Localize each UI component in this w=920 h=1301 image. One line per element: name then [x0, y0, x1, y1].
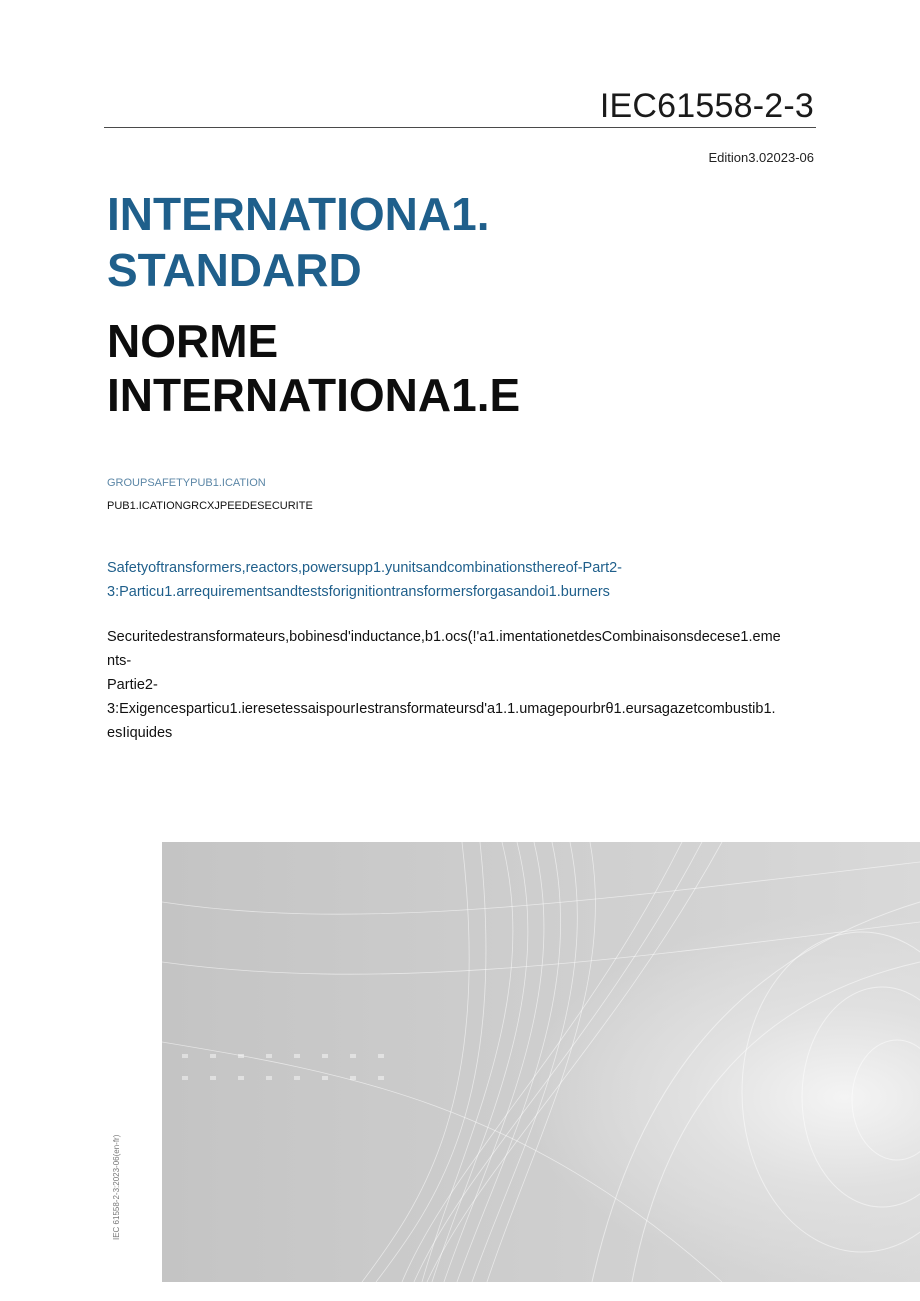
title-english-line-1: INTERNATIONA1. [107, 188, 490, 240]
description-french-line: Securitedestransformateurs,bobinesd'inductance,b1.ocs(!'a1.imentationetdesCombinaisonsdecese1.eme [107, 629, 781, 645]
group-safety-french: PUB1.ICATIONGRCXJPEEDESECURITE [107, 500, 313, 512]
title-french-line-1: NORME [107, 315, 279, 367]
edition-info: Edition3.02023-06 [708, 150, 814, 165]
description-french-line: nts- [107, 653, 132, 669]
title-french-line-2: INTERNATIONA1.E [107, 369, 521, 421]
description-french [107, 625, 827, 745]
description-english-line: Safetyoftransformers,reactors,powersupp1.yunitsandcombinationsthereof-Part2- [107, 560, 623, 576]
description-french-line: 3:Exigencesparticu1.ieresetessaispourIestransformateursd'a1.1.umagepourbrθ1.eursagazetcombustib1. [107, 701, 776, 717]
description-french-line: esIiquides [107, 725, 173, 741]
document-number: IEC61558-2-3 [599, 87, 814, 125]
cover-image [162, 842, 920, 1282]
cover-art-waves [162, 842, 920, 1282]
side-document-code: IEC 61558-2-3:2023-06(en-fr) [112, 1134, 121, 1240]
description-french-line: Partie2- [107, 677, 158, 693]
title-english-line-2: STANDARD [107, 244, 362, 296]
title-french [107, 314, 520, 422]
description-english [107, 556, 827, 604]
title-english [107, 186, 490, 298]
header-rule [104, 127, 816, 128]
group-safety-english: GROUPSAFETYPUB1.ICATION [107, 477, 266, 489]
description-english-line: 3:Particu1.arrequirementsandtestsforignitiontransformersforgasandoi1.burners [107, 584, 610, 600]
